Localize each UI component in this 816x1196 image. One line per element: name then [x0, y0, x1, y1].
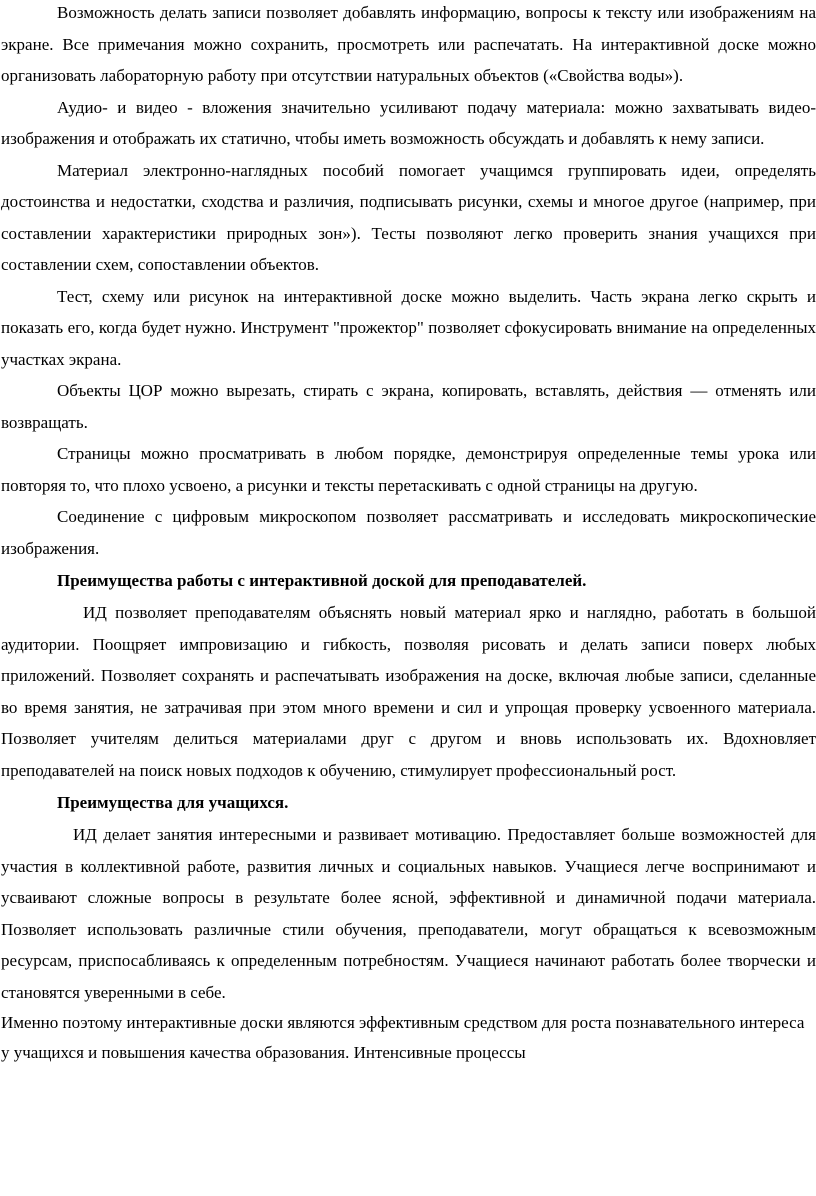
paragraph-cor-objects: Объекты ЦОР можно вырезать, стирать с экрана, копировать, вставлять, действия — отменять или возвращать.	[1, 381, 816, 432]
paragraph-highlight: Тест, схему или рисунок на интерактивной доске можно выделить. Часть экрана легко скрыть и показать его, когда будет нужно. Инструмент "прожектор" позволяет сфокусировать внимание на определенных участках экрана.	[1, 286, 816, 369]
paragraph-microscope: Соединение с цифровым микроскопом позволяет рассматривать и исследовать микроскопические изображения.	[1, 507, 816, 558]
paragraph-final: Именно поэтому интерактивные доски являются эффективным средством для роста познавательного интереса у учащихся и повышения качества образования. Интенсивные процессы	[1, 1013, 805, 1062]
heading-teachers: Преимущества работы с интерактивной доской для преподавателей.	[57, 571, 587, 590]
paragraph-notes: Возможность делать записи позволяет добавлять информацию, вопросы к тексту или изображениям на экране. Все примечания можно сохранить, просмотреть или распечатать. На интерактивной доске можно организовать лабораторную работу при отсутствии натуральных объектов («Свойства воды»).	[1, 3, 816, 85]
paragraph-audio-video: Аудио- и видео - вложения значительно усиливают подачу материала: можно захватывать видео-изображения и отображать их статично, чтобы иметь возможность обсуждать и добавлять к нему записи.	[1, 97, 816, 148]
paragraph-pages: Страницы можно просматривать в любом порядке, демонстрируя определенные темы урока или повторяя то, что плохо усвоено, а рисунки и тексты перетаскивать с одной страницы на другую.	[1, 444, 816, 495]
paragraph-students: ИД делает занятия интересными и развивает мотивацию. Предоставляет больше возможностей для участия в коллективной работе, развития личных и социальных навыков. Учащиеся легче воспринимают и усваивают сложные вопросы в результате более ясной, эффективной и динамичной подачи материала. Позволяет использовать различные стили обучения, преподаватели, могут обращаться к всевозможным ресурсам, приспосабливаясь к определенным потребностям. Учащиеся начинают работать более творчески и становятся уверенными в себе.	[1, 825, 816, 1002]
paragraph-visual-aids: Материал электронно-наглядных пособий помогает учащимся группировать идеи, определять достоинства и недостатки, сходства и различия, подписывать рисунки, схемы и многое другое (например, при составлении характеристики природных зон»). Тесты позволяют легко проверить знания учащихся при составлении схем, сопоставлении объектов.	[1, 160, 816, 274]
paragraph-teachers: ИД позволяет преподавателям объяснять новый материал ярко и наглядно, работать в большой аудитории. Поощряет импровизацию и гибкость, позволяя рисовать и делать записи поверх любых приложений. Позволяет сохранять и распечатывать изображения на доске, включая любые записи, сделанные во время занятия, не затрачивая при этом много времени и сил и упрощая проверку усвоенного материала. Позволяет учителям делиться материалами друг с другом и вновь использовать их. Вдохновляет преподавателей на поиск новых подходов к обучению, стимулирует профессиональный рост.	[1, 603, 816, 780]
heading-students: Преимущества для учащихся.	[57, 793, 289, 812]
